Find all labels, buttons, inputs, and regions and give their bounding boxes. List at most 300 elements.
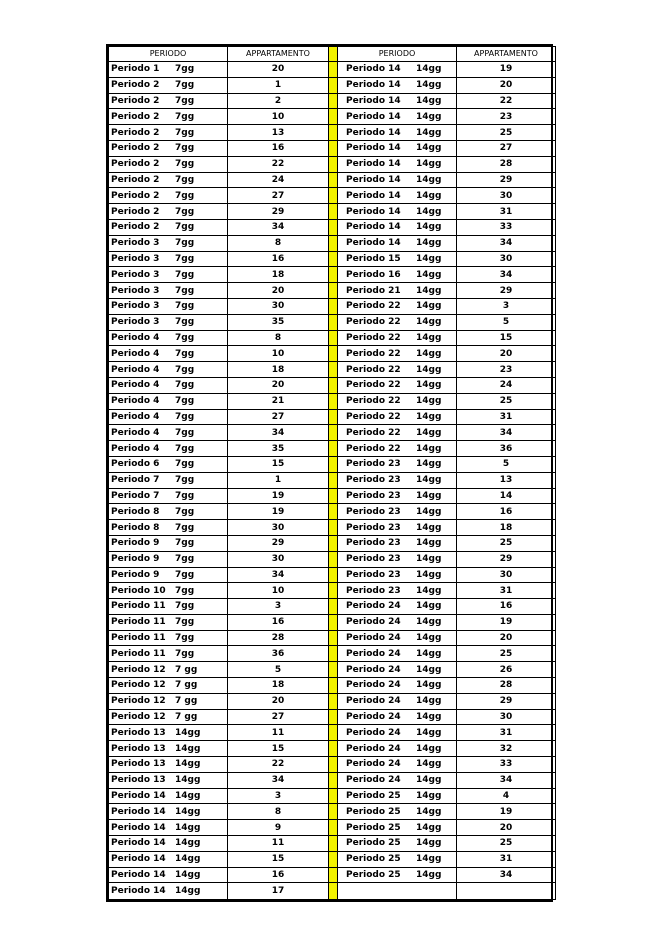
left-appartamento-cell: 1 — [228, 472, 329, 488]
table-row — [109, 678, 556, 694]
left-period-duration: 7gg — [175, 80, 195, 91]
right-period-duration: 14gg — [416, 64, 442, 75]
left-period-duration: 7gg — [175, 301, 195, 312]
right-period-cell — [338, 851, 457, 867]
right-period-cell — [338, 377, 457, 393]
right-period-cell — [338, 283, 457, 299]
table-row — [109, 235, 556, 251]
right-period-label: Periodo 24 — [346, 759, 401, 770]
right-appartamento-cell: 29 — [457, 172, 556, 188]
left-period-duration: 7gg — [175, 222, 195, 233]
right-period-duration: 14gg — [416, 759, 442, 770]
table-row — [109, 567, 556, 583]
right-period-label: Periodo 22 — [346, 348, 401, 359]
left-appartamento-cell: 8 — [228, 235, 329, 251]
table-row — [109, 298, 556, 314]
left-period-cell — [109, 346, 228, 362]
right-period-duration: 14gg — [416, 443, 442, 454]
right-period-cell — [338, 535, 457, 551]
table-row — [109, 172, 556, 188]
right-period-label: Periodo 14 — [346, 238, 401, 249]
right-appartamento-cell: 34 — [457, 425, 556, 441]
left-period-duration: 7gg — [175, 475, 195, 486]
left-period-duration: 7gg — [175, 601, 195, 612]
table-row — [109, 741, 556, 757]
left-period-label: Periodo 12 — [111, 696, 166, 707]
yellow-separator — [329, 188, 338, 204]
left-appartamento-cell: 15 — [228, 851, 329, 867]
left-period-duration: 7gg — [175, 380, 195, 391]
right-period-cell — [338, 741, 457, 757]
table-row — [109, 204, 556, 220]
right-appartamento-cell: 4 — [457, 788, 556, 804]
left-appartamento-cell: 16 — [228, 614, 329, 630]
table-row — [109, 520, 556, 536]
left-period-duration: 7gg — [175, 569, 195, 580]
left-appartamento-cell: 18 — [228, 362, 329, 378]
table-row — [109, 140, 556, 156]
left-period-label: Periodo 4 — [111, 411, 160, 422]
table-row — [109, 836, 556, 852]
yellow-separator — [329, 820, 338, 836]
left-period-cell — [109, 725, 228, 741]
right-period-label: Periodo 15 — [346, 253, 401, 264]
left-period-label: Periodo 3 — [111, 317, 160, 328]
right-appartamento-cell: 27 — [457, 140, 556, 156]
right-period-duration: 14gg — [416, 159, 442, 170]
booking-sheet — [106, 44, 553, 902]
left-period-cell — [109, 836, 228, 852]
left-period-label: Periodo 14 — [111, 806, 166, 817]
left-period-label: Periodo 14 — [111, 854, 166, 865]
table-row — [109, 251, 556, 267]
yellow-separator — [329, 409, 338, 425]
left-period-cell — [109, 125, 228, 141]
table-row — [109, 393, 556, 409]
right-period-cell — [338, 614, 457, 630]
left-period-duration: 14gg — [175, 822, 201, 833]
right-period-cell — [338, 456, 457, 472]
left-period-duration: 7gg — [175, 64, 195, 75]
table-row — [109, 709, 556, 725]
right-appartamento-cell: 19 — [457, 804, 556, 820]
left-period-duration: 7gg — [175, 348, 195, 359]
left-period-label: Periodo 9 — [111, 569, 160, 580]
table-row — [109, 488, 556, 504]
right-period-cell — [338, 772, 457, 788]
right-period-label: Periodo 23 — [346, 569, 401, 580]
right-period-label: Periodo 21 — [346, 285, 401, 296]
left-period-label: Periodo 9 — [111, 554, 160, 565]
left-period-duration: 14gg — [175, 727, 201, 738]
left-period-label: Periodo 13 — [111, 727, 166, 738]
right-appartamento-cell: 18 — [457, 520, 556, 536]
left-appartamento-cell: 20 — [228, 283, 329, 299]
right-period-cell — [338, 409, 457, 425]
right-period-cell — [338, 567, 457, 583]
right-appartamento-cell: 25 — [457, 646, 556, 662]
left-period-cell — [109, 62, 228, 78]
yellow-separator — [329, 156, 338, 172]
yellow-separator — [329, 867, 338, 883]
table-row — [109, 156, 556, 172]
right-period-label: Periodo 14 — [346, 206, 401, 217]
right-period-label: Periodo 24 — [346, 664, 401, 675]
right-period-label: Periodo 23 — [346, 490, 401, 501]
right-appartamento-cell: 20 — [457, 630, 556, 646]
right-period-cell — [338, 298, 457, 314]
right-period-duration: 14gg — [416, 411, 442, 422]
left-appartamento-cell: 34 — [228, 219, 329, 235]
left-period-duration: 7gg — [175, 332, 195, 343]
right-period-duration: 14gg — [416, 238, 442, 249]
yellow-separator — [329, 788, 338, 804]
table-row — [109, 551, 556, 567]
left-period-label: Periodo 10 — [111, 585, 166, 596]
left-period-cell — [109, 393, 228, 409]
yellow-separator — [329, 646, 338, 662]
right-appartamento-cell: 3 — [457, 298, 556, 314]
left-period-label: Periodo 3 — [111, 253, 160, 264]
left-period-duration: 14gg — [175, 854, 201, 865]
yellow-separator — [329, 172, 338, 188]
right-period-cell — [338, 472, 457, 488]
left-period-duration: 7gg — [175, 111, 195, 122]
right-period-label: Periodo 14 — [346, 64, 401, 75]
right-period-duration: 14gg — [416, 143, 442, 154]
left-period-label: Periodo 11 — [111, 648, 166, 659]
table-row — [109, 346, 556, 362]
header-left-appartamento: APPARTAMENTO — [228, 47, 329, 62]
right-period-duration: 14gg — [416, 648, 442, 659]
left-period-cell — [109, 583, 228, 599]
right-appartamento-cell: 25 — [457, 535, 556, 551]
yellow-separator — [329, 614, 338, 630]
left-appartamento-cell: 34 — [228, 567, 329, 583]
right-period-duration: 14gg — [416, 285, 442, 296]
left-appartamento-cell: 11 — [228, 725, 329, 741]
left-appartamento-cell: 35 — [228, 441, 329, 457]
left-appartamento-cell: 30 — [228, 520, 329, 536]
left-period-cell — [109, 77, 228, 93]
right-period-label: Periodo 25 — [346, 806, 401, 817]
yellow-separator — [329, 267, 338, 283]
left-period-label: Periodo 14 — [111, 838, 166, 849]
right-period-label: Periodo 24 — [346, 601, 401, 612]
right-appartamento-cell: 36 — [457, 441, 556, 457]
left-period-label: Periodo 2 — [111, 143, 160, 154]
yellow-separator — [329, 678, 338, 694]
table-row — [109, 788, 556, 804]
yellow-separator — [329, 47, 338, 62]
right-period-label: Periodo 22 — [346, 396, 401, 407]
left-appartamento-cell: 27 — [228, 709, 329, 725]
right-period-duration: 14gg — [416, 554, 442, 565]
yellow-separator — [329, 298, 338, 314]
table-row — [109, 630, 556, 646]
left-period-cell — [109, 504, 228, 520]
left-period-duration: 7gg — [175, 490, 195, 501]
yellow-separator — [329, 851, 338, 867]
right-period-label: Periodo 23 — [346, 506, 401, 517]
right-period-duration: 14gg — [416, 712, 442, 723]
table-row — [109, 330, 556, 346]
left-period-cell — [109, 109, 228, 125]
left-period-duration: 7 gg — [175, 712, 198, 723]
left-appartamento-cell: 22 — [228, 757, 329, 773]
right-period-label: Periodo 22 — [346, 364, 401, 375]
right-period-label: Periodo 14 — [346, 95, 401, 106]
right-period-duration: 14gg — [416, 127, 442, 138]
table-body — [109, 62, 556, 900]
left-appartamento-cell: 10 — [228, 583, 329, 599]
right-appartamento-cell: 25 — [457, 125, 556, 141]
left-appartamento-cell: 24 — [228, 172, 329, 188]
right-period-duration: 14gg — [416, 174, 442, 185]
left-period-cell — [109, 219, 228, 235]
right-period-duration: 14gg — [416, 95, 442, 106]
table-row — [109, 77, 556, 93]
yellow-separator — [329, 504, 338, 520]
yellow-separator — [329, 77, 338, 93]
left-appartamento-cell: 16 — [228, 867, 329, 883]
right-period-duration: 14gg — [416, 633, 442, 644]
left-period-duration: 7gg — [175, 317, 195, 328]
right-period-cell — [338, 630, 457, 646]
right-period-label: Periodo 14 — [346, 174, 401, 185]
left-period-duration: 7gg — [175, 143, 195, 154]
right-period-label: Periodo 24 — [346, 680, 401, 691]
right-period-cell — [338, 219, 457, 235]
left-appartamento-cell: 29 — [228, 535, 329, 551]
right-period-label: Periodo 24 — [346, 633, 401, 644]
right-period-cell — [338, 583, 457, 599]
yellow-separator — [329, 757, 338, 773]
left-period-duration: 7gg — [175, 396, 195, 407]
right-appartamento-cell: 22 — [457, 93, 556, 109]
left-period-cell — [109, 140, 228, 156]
right-period-label: Periodo 25 — [346, 854, 401, 865]
right-period-cell — [338, 125, 457, 141]
right-period-duration: 14gg — [416, 617, 442, 628]
yellow-separator — [329, 456, 338, 472]
table-row — [109, 883, 556, 900]
right-period-cell — [338, 725, 457, 741]
left-period-duration: 7gg — [175, 238, 195, 249]
left-period-label: Periodo 2 — [111, 190, 160, 201]
left-period-cell — [109, 251, 228, 267]
table-row — [109, 314, 556, 330]
left-period-cell — [109, 298, 228, 314]
left-period-cell — [109, 883, 228, 900]
right-period-cell — [338, 109, 457, 125]
left-period-duration: 14gg — [175, 759, 201, 770]
left-period-duration: 7gg — [175, 159, 195, 170]
right-period-cell — [338, 788, 457, 804]
right-period-duration: 14gg — [416, 806, 442, 817]
right-period-duration: 14gg — [416, 364, 442, 375]
left-appartamento-cell: 5 — [228, 662, 329, 678]
left-period-duration: 14gg — [175, 743, 201, 754]
right-period-duration: 14gg — [416, 222, 442, 233]
left-appartamento-cell: 30 — [228, 298, 329, 314]
right-period-cell — [338, 709, 457, 725]
table-row — [109, 725, 556, 741]
right-period-cell — [338, 393, 457, 409]
left-period-label: Periodo 2 — [111, 111, 160, 122]
left-period-label: Periodo 4 — [111, 396, 160, 407]
right-period-cell — [338, 156, 457, 172]
right-period-cell — [338, 140, 457, 156]
left-period-cell — [109, 267, 228, 283]
left-appartamento-cell: 8 — [228, 804, 329, 820]
yellow-separator — [329, 109, 338, 125]
left-appartamento-cell: 34 — [228, 772, 329, 788]
left-period-duration: 7gg — [175, 633, 195, 644]
left-period-cell — [109, 693, 228, 709]
left-period-label: Periodo 7 — [111, 490, 160, 501]
left-appartamento-cell: 1 — [228, 77, 329, 93]
right-appartamento-cell: 16 — [457, 599, 556, 615]
right-period-label: Periodo 23 — [346, 538, 401, 549]
right-period-label: Periodo 24 — [346, 727, 401, 738]
right-period-cell — [338, 599, 457, 615]
right-period-duration: 14gg — [416, 317, 442, 328]
header-row — [109, 47, 556, 62]
yellow-separator — [329, 520, 338, 536]
left-period-label: Periodo 14 — [111, 822, 166, 833]
left-period-duration: 7gg — [175, 411, 195, 422]
yellow-separator — [329, 725, 338, 741]
right-appartamento-cell: 29 — [457, 283, 556, 299]
right-period-label: Periodo 24 — [346, 775, 401, 786]
left-period-cell — [109, 614, 228, 630]
left-period-duration: 7gg — [175, 127, 195, 138]
right-period-duration: 14gg — [416, 680, 442, 691]
table-row — [109, 646, 556, 662]
right-period-label: Periodo 16 — [346, 269, 401, 280]
left-appartamento-cell: 28 — [228, 630, 329, 646]
right-period-label: Periodo 14 — [346, 127, 401, 138]
left-period-label: Periodo 4 — [111, 364, 160, 375]
left-period-label: Periodo 2 — [111, 159, 160, 170]
table-row — [109, 93, 556, 109]
right-period-cell — [338, 314, 457, 330]
right-period-label: Periodo 23 — [346, 585, 401, 596]
right-appartamento-cell: 19 — [457, 62, 556, 78]
left-period-cell — [109, 93, 228, 109]
left-period-cell — [109, 741, 228, 757]
table-row — [109, 409, 556, 425]
left-period-cell — [109, 567, 228, 583]
left-appartamento-cell: 9 — [228, 820, 329, 836]
table-row — [109, 867, 556, 883]
right-period-label: Periodo 23 — [346, 459, 401, 470]
right-period-cell — [338, 330, 457, 346]
right-period-duration: 14gg — [416, 459, 442, 470]
left-period-duration: 14gg — [175, 775, 201, 786]
right-period-duration: 14gg — [416, 348, 442, 359]
left-period-duration: 7 gg — [175, 664, 198, 675]
table-row — [109, 472, 556, 488]
right-period-cell — [338, 867, 457, 883]
right-period-label: Periodo 24 — [346, 617, 401, 628]
left-period-label: Periodo 9 — [111, 538, 160, 549]
left-appartamento-cell: 15 — [228, 456, 329, 472]
header-left-period: PERIODO — [109, 47, 228, 62]
right-period-cell — [338, 883, 457, 900]
yellow-separator — [329, 362, 338, 378]
left-period-label: Periodo 13 — [111, 759, 166, 770]
left-appartamento-cell: 20 — [228, 693, 329, 709]
left-period-cell — [109, 772, 228, 788]
left-period-label: Periodo 4 — [111, 443, 160, 454]
right-appartamento-cell: 26 — [457, 662, 556, 678]
right-period-duration: 14gg — [416, 332, 442, 343]
left-period-label: Periodo 4 — [111, 348, 160, 359]
left-period-duration: 7gg — [175, 617, 195, 628]
right-period-label: Periodo 25 — [346, 822, 401, 833]
left-period-cell — [109, 678, 228, 694]
right-period-label: Periodo 25 — [346, 791, 401, 802]
right-appartamento-cell: 33 — [457, 219, 556, 235]
yellow-separator — [329, 693, 338, 709]
right-period-label: Periodo 25 — [346, 838, 401, 849]
left-period-cell — [109, 235, 228, 251]
right-period-label: Periodo 24 — [346, 743, 401, 754]
left-period-label: Periodo 1 — [111, 64, 160, 75]
yellow-separator — [329, 472, 338, 488]
header-right-appartamento: APPARTAMENTO — [457, 47, 556, 62]
left-period-cell — [109, 630, 228, 646]
right-period-label: Periodo 22 — [346, 332, 401, 343]
left-appartamento-cell: 13 — [228, 125, 329, 141]
left-period-cell — [109, 377, 228, 393]
right-appartamento-cell: 14 — [457, 488, 556, 504]
left-period-cell — [109, 409, 228, 425]
right-period-label: Periodo 23 — [346, 522, 401, 533]
right-appartamento-cell: 29 — [457, 551, 556, 567]
yellow-separator — [329, 883, 338, 900]
left-appartamento-cell: 3 — [228, 788, 329, 804]
right-period-cell — [338, 693, 457, 709]
right-period-cell — [338, 441, 457, 457]
left-period-label: Periodo 2 — [111, 127, 160, 138]
table-row — [109, 772, 556, 788]
left-period-label: Periodo 3 — [111, 269, 160, 280]
left-appartamento-cell: 20 — [228, 377, 329, 393]
table-row — [109, 441, 556, 457]
right-appartamento-cell: 23 — [457, 109, 556, 125]
table-row — [109, 820, 556, 836]
right-appartamento-cell: 15 — [457, 330, 556, 346]
right-appartamento-cell: 5 — [457, 314, 556, 330]
right-period-cell — [338, 425, 457, 441]
left-appartamento-cell: 27 — [228, 409, 329, 425]
left-period-label: Periodo 4 — [111, 427, 160, 438]
left-period-cell — [109, 520, 228, 536]
right-appartamento-cell: 5 — [457, 456, 556, 472]
right-appartamento-cell: 25 — [457, 393, 556, 409]
left-period-label: Periodo 8 — [111, 522, 160, 533]
right-appartamento-cell: 34 — [457, 267, 556, 283]
table-row — [109, 614, 556, 630]
right-period-label: Periodo 14 — [346, 143, 401, 154]
left-period-duration: 14gg — [175, 870, 201, 881]
left-appartamento-cell: 18 — [228, 678, 329, 694]
left-period-duration: 7gg — [175, 174, 195, 185]
table-row — [109, 125, 556, 141]
